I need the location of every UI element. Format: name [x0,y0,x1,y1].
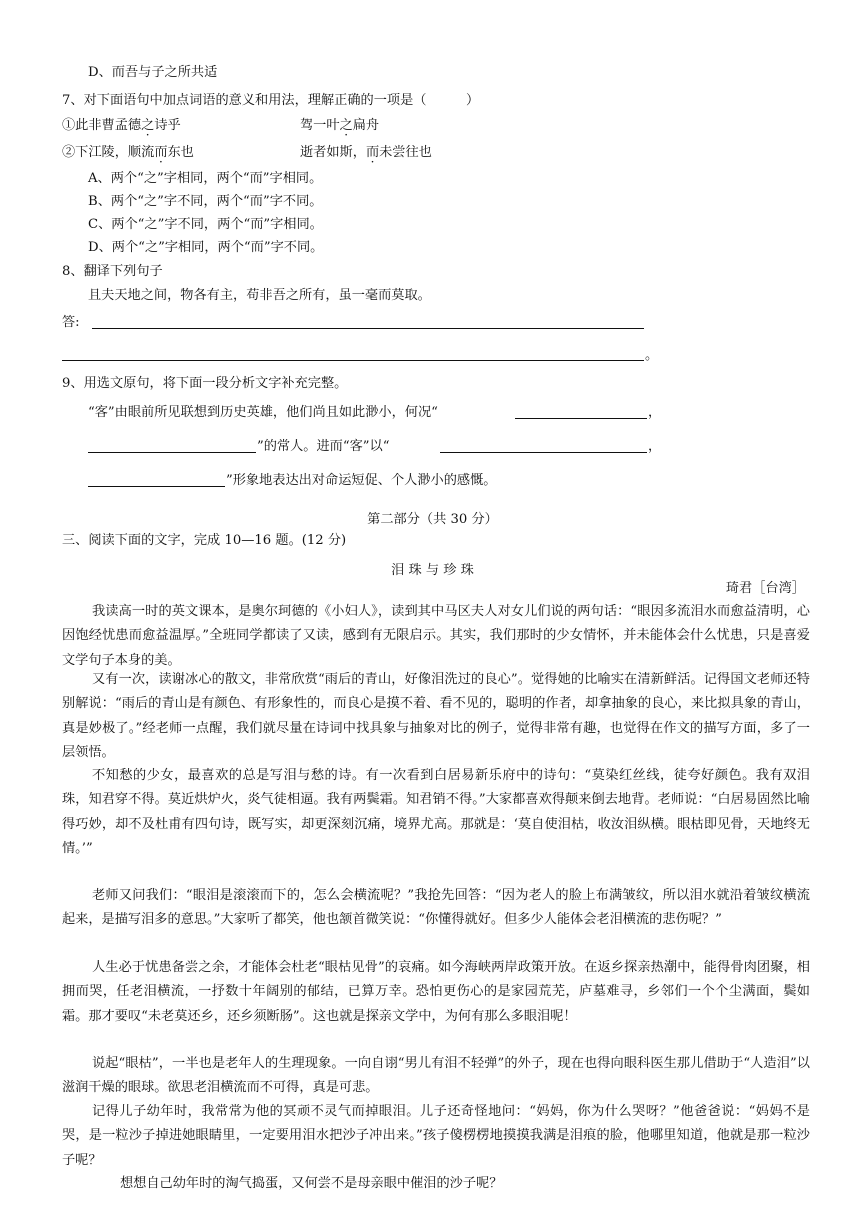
article-paragraph-6: 说起“眼枯”，一半也是老年人的生理现象。一向自诩“男儿有泪不轻弹”的外子，现在也得向眼科医生那儿借助于“人造泪”以滋润干燥的眼球。欲思老泪横流而不可得，真是可悲。 [62,1056,810,1096]
q9-line-3: ”形象地表达出对命运短促、个人渺小的感慨。 [226,473,497,488]
emphasis-dot-zhi: 之 [141,118,155,133]
q6-option-d: D、而吾与子之所共适 [88,65,218,80]
emphasis-dot-zhi: 之 [339,118,353,133]
part-two-title: 第二部分（共 30 分） [367,512,498,527]
q7-example-2-right: 逝者如斯，而未尝往也 [300,145,432,160]
q8-stem: 8、翻译下列句子 [62,264,163,279]
q7-example-2-left: ②下江陵，顺流而东也 [62,145,194,160]
q9-line-2: ”的常人。进而“客”以“ [257,439,390,454]
q8-sentence: 且夫天地之间，物各有主，苟非吾之所有，虽一毫而莫取。 [88,288,431,303]
q7-option-b: B、两个“之”字不同，两个“而”字不同。 [88,194,323,209]
article-paragraph-1: 我读高一时的英文课本，是奥尔珂德的《小妇人》，读到其中马区夫人对女儿们说的两句话：“眼因多流泪水而愈益清明，心因饱经忧患而愈益温厚。”全班同学都读了又读，感到有无限启示。其实，我们那时的少女情怀，并未能体会什么忧患，只是喜爱文学句子本身的美。 [62,604,810,668]
emphasis-dot-er: 而 [365,145,380,160]
q9-stem: 9、用选文原句，将下面一段分析文字补充完整。 [62,376,348,391]
section-three-heading: 三、阅读下面的文字，完成 10—16 题。(12 分) [62,533,347,548]
q7-option-d: D、两个“之”字相同，两个“而”字不同。 [88,240,324,255]
q9-comma-1: ， [648,405,662,420]
article-paragraph-7: 记得儿子幼年时，我常常为他的冥顽不灵气而掉眼泪。儿子还奇怪地问：“妈妈，你为什么哭呀？”他爸爸说：“妈妈不是哭，是一粒沙子掉进她眼睛里，一定要用泪水把沙子冲出来。”孩子傻楞楞地摸摸我满是泪痕的脸，他哪里知道，他就是那一粒沙子呢？ [62,1104,810,1168]
article-paragraph-2: 又有一次，读谢冰心的散文，非常欣赏“雨后的青山，好像泪洗过的良心”。觉得她的比喻实在清新鲜活。记得国文老师还特别解说：“雨后的青山是有颜色、有形象性的，而良心是摸不着、看不见的，聪明的作者，却拿抽象的良心，来比拟具象的青山，真是妙极了。”经老师一点醒，我们就尽量在诗词中找具象与抽象对比的例子，觉得非常有趣，也觉得在作文的描写方面，多了一层领悟。 [62,672,810,760]
q9-blank-3[interactable] [440,452,647,453]
article-author: 琦君［台湾］ [725,581,805,596]
q7-example-1-right: 驾一叶之扁舟 [300,118,380,133]
article-title: 泪 珠 与 珍 珠 [391,563,474,578]
q9-blank-1[interactable] [515,418,647,419]
article-paragraph-8: 想想自己幼年时的淘气捣蛋，又何尝不是母亲眼中催泪的沙子呢？ [120,1176,503,1191]
article-paragraph-5: 人生必于忧患备尝之余，才能体会杜老“眼枯见骨”的哀痛。如今海峡两岸政策开放。在返乡探亲热潮中，能得骨肉团聚，相拥而哭，任老泪横流，一抒数十年阔别的郁结，已算万幸。恐怕更伤心的是家园荒芜，庐墓难寻，乡邻们一个个尘满面，鬓如霜。那才要叹“未老莫还乡，还乡须断肠”。这也就是探亲文学中，为何有那么多眼泪呢！ [62,960,810,1024]
q7-example-1-left: ①此非曹孟德之诗乎 [62,118,181,133]
q7-option-c: C、两个“之”字不同，两个“而”字相同。 [88,217,323,232]
q8-answer-label: 答: [62,315,80,330]
q8-end-mark: 。 [645,348,659,363]
q9-comma-2: ， [648,439,662,454]
q7-stem: 7、对下面语句中加点词语的意义和用法，理解正确的一项是（ ） [62,93,480,108]
article-paragraph-4: 老师又问我们：“眼泪是滚滚而下的，怎么会横流呢？”我抢先回答：“因为老人的脸上布满皱纹，所以泪水就沿着皱纹横流起来，是描写泪多的意思。”大家听了都笑，他也颔首微笑说：“你懂得就好。但多少人能体会老泪横流的悲伤呢？” [62,888,810,928]
q8-answer-line-1[interactable] [92,328,644,329]
q7-option-a: A、两个“之”字相同，两个“而”字相同。 [88,171,323,186]
emphasis-dot-er: 而 [154,145,168,160]
q8-answer-line-2[interactable] [62,360,644,361]
q9-line-1: “客”由眼前所见联想到历史英雄，他们尚且如此渺小，何况“ [88,405,438,420]
article-paragraph-3: 不知愁的少女，最喜欢的总是写泪与愁的诗。有一次看到白居易新乐府中的诗句：“莫染红丝线，徒夸好颜色。我有双泪珠，知君穿不得。莫近烘炉火，炎气徒相逼。我有两鬓霜。知君销不得。”大家都喜欢得颠来倒去地背。老师说：“白居易固然比喻得巧妙，却不及杜甫有四句诗，既写实，却更深刻沉痛，境界尤高。那就是：‘莫自使泪枯，收汝泪纵横。眼枯即见骨，天地终无情。’” [62,768,810,856]
q9-blank-4[interactable] [88,486,225,487]
q9-blank-2[interactable] [88,452,256,453]
